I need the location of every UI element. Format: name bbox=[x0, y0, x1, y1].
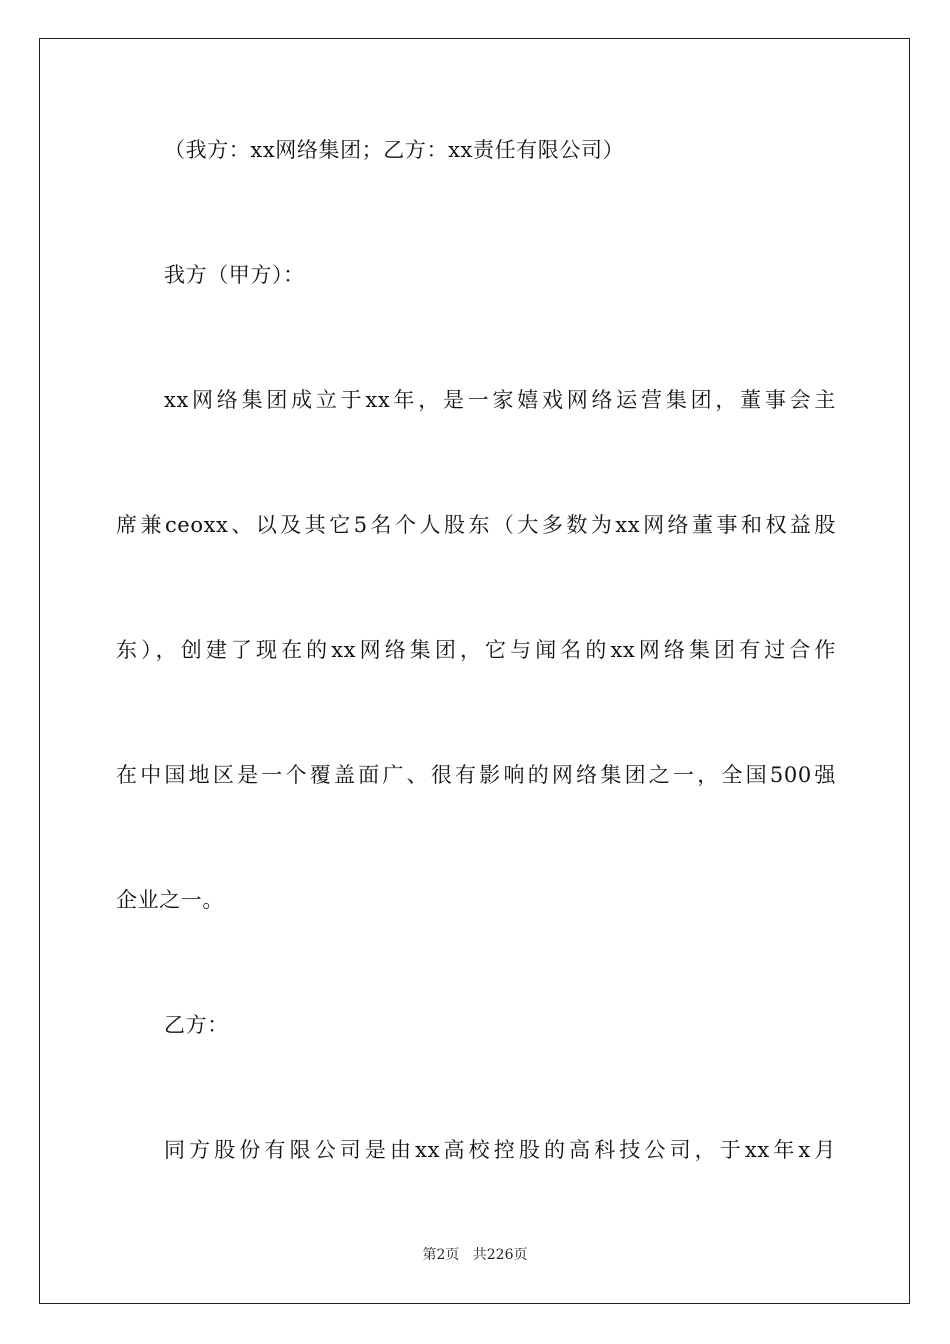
party-b-heading: 乙方： bbox=[164, 1013, 229, 1037]
parties-statement: （我方：xx网络集团；乙方：xx责任有限公司） bbox=[164, 138, 625, 162]
party-b-paragraph-line-1: 同方股份有限公司是由xx高校控股的高科技公司，于xx年x月 bbox=[164, 1138, 836, 1162]
party-a-paragraph-line-5: 企业之一。 bbox=[116, 888, 224, 912]
party-a-paragraph-line-1: xx网络集团成立于xx年，是一家嬉戏网络运营集团，董事会主 bbox=[164, 388, 836, 412]
party-a-heading: 我方（甲方）： bbox=[164, 263, 305, 287]
page-frame bbox=[39, 38, 910, 1304]
page-number: 第2页 bbox=[422, 1247, 460, 1263]
party-a-paragraph-line-3: 东），创建了现在的xx网络集团，它与闻名的xx网络集团有过合作 bbox=[116, 638, 836, 662]
page-footer bbox=[0, 1245, 950, 1265]
party-a-paragraph-line-4: 在中国地区是一个覆盖面广、很有影响的网络集团之一，全国500强 bbox=[116, 763, 836, 787]
total-pages: 共226页 bbox=[472, 1247, 528, 1263]
party-a-paragraph-line-2: 席兼ceoxx、以及其它5名个人股东（大多数为xx网络董事和权益股 bbox=[116, 513, 836, 537]
